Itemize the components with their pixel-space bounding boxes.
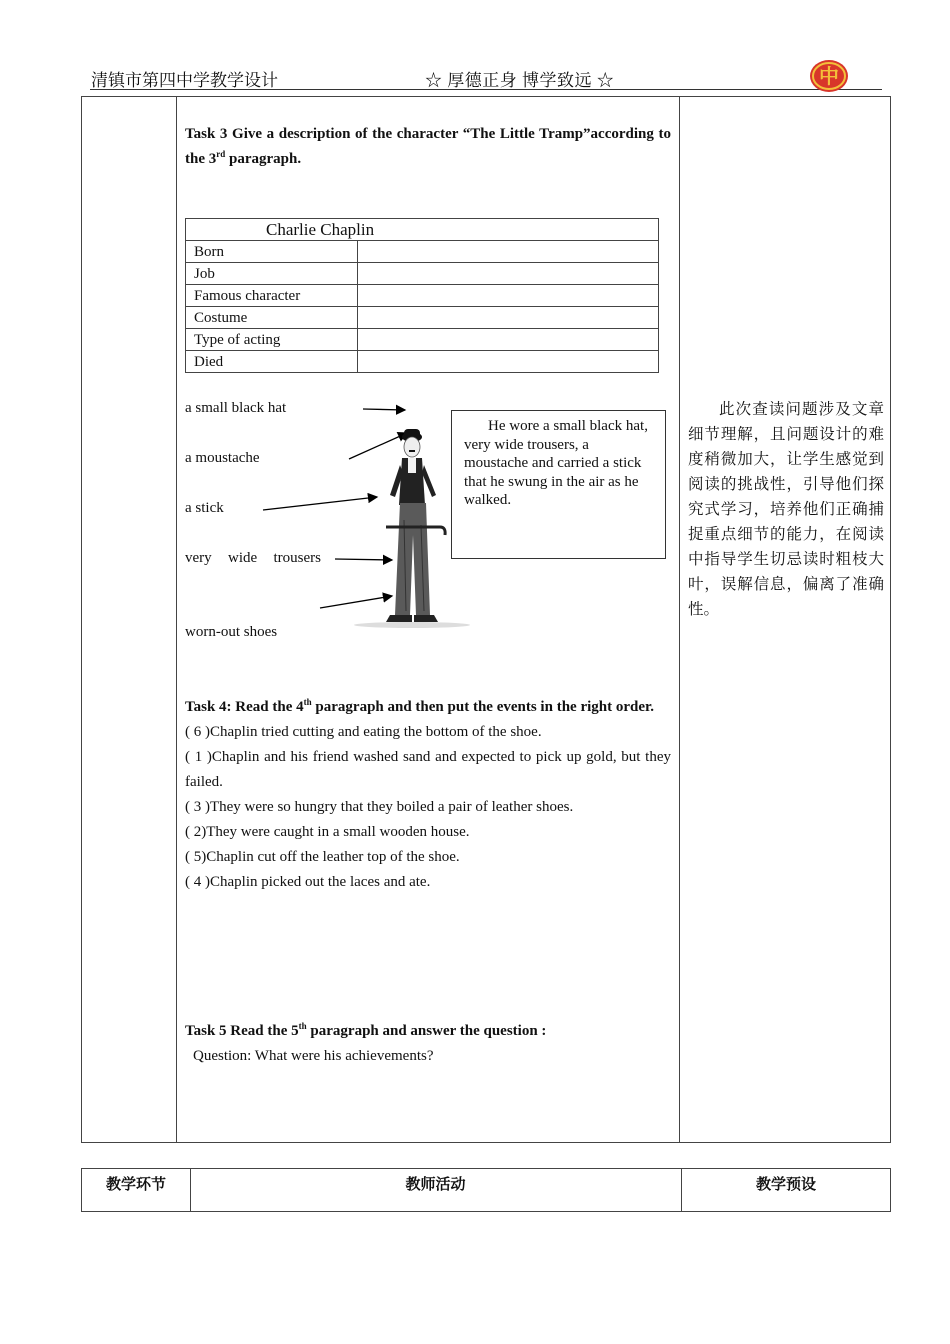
task5-question: Question: What were his achievements? (193, 1048, 434, 1064)
table-row: Type of acting (186, 329, 659, 351)
answer-cell[interactable] (358, 307, 659, 329)
table-row: Born (186, 241, 659, 263)
header-teaching-preset: 教学预设 (755, 1175, 816, 1193)
logo-glyph: 中 (819, 64, 839, 88)
table-row: Famous character (186, 285, 659, 307)
label-shoes: worn-out shoes (185, 624, 278, 640)
answer-cell[interactable] (358, 351, 659, 373)
description-box (451, 410, 666, 559)
answer-cell[interactable] (358, 241, 659, 263)
arrow-hat (363, 409, 405, 410)
answer-cell[interactable] (358, 263, 659, 285)
description-text: He wore a small black hat, very wide trousers, a moustache and carried a stick that he swung in the air as he walked. (464, 418, 648, 508)
list-item: ( 6 )Chaplin tried cutting and eating the bottom of the shoe. (185, 724, 542, 740)
header-teaching-stage: 教学环节 (105, 1175, 166, 1193)
task4-heading: Task 4: Read the 4th paragraph and then put the events in the right order. (185, 697, 655, 715)
table-row: Job (186, 263, 659, 285)
table-row: Costume (186, 307, 659, 329)
task5-heading: Task 5 Read the 5th paragraph and answer the question : (185, 1021, 547, 1039)
school-motto: ☆ 厚德正身 博学致远 ☆ (425, 71, 615, 90)
list-item: ( 2)They were caught in a small wooden house. (185, 824, 470, 840)
label-stick: a stick (185, 500, 224, 516)
header-teacher-activity: 教师活动 (405, 1175, 466, 1193)
chaplin-table (185, 218, 659, 373)
answer-cell[interactable] (358, 329, 659, 351)
list-item: ( 1 )Chaplin and his friend washed sand and expected to pick up gold, but they failed. (185, 749, 671, 790)
list-item: ( 5)Chaplin cut off the leather top of the shoe. (185, 849, 460, 865)
task4-section (185, 695, 671, 895)
column-divider (679, 97, 680, 1142)
answer-cell[interactable] (358, 285, 659, 307)
label-moustache: a moustache (185, 450, 260, 466)
table-row: Died (186, 351, 659, 373)
label-trousers: very wide trousers (185, 550, 321, 566)
school-title: 清镇市第四中学教学设计 (91, 71, 278, 90)
list-item: ( 3 )They were so hungry that they boiled a pair of leather shoes. (185, 799, 574, 815)
task5-section (185, 1019, 671, 1069)
list-item: ( 4 )Chaplin picked out the laces and ate. (185, 874, 431, 890)
school-logo-icon (809, 58, 849, 94)
design-note: 此次查读问题涉及文章细节理解，且问题设计的难度稍微加大，让学生感觉到阅读的挑战性，引导他们探究式学习，培养他们正确捕捉重点细节的能力，在阅读中指导学生切忌读时粗枝大叶，误解信息，偏离了准确性。 (688, 400, 884, 618)
label-hat: a small black hat (185, 400, 287, 416)
bottom-header-table (81, 1168, 891, 1212)
chaplin-table-title: Charlie Chaplin (186, 219, 659, 241)
column-divider (176, 97, 177, 1142)
header-rule (90, 89, 882, 90)
task3-heading: Task 3 Give a description of the character “The Little Tramp”according to the 3rd paragraph. (185, 126, 671, 167)
